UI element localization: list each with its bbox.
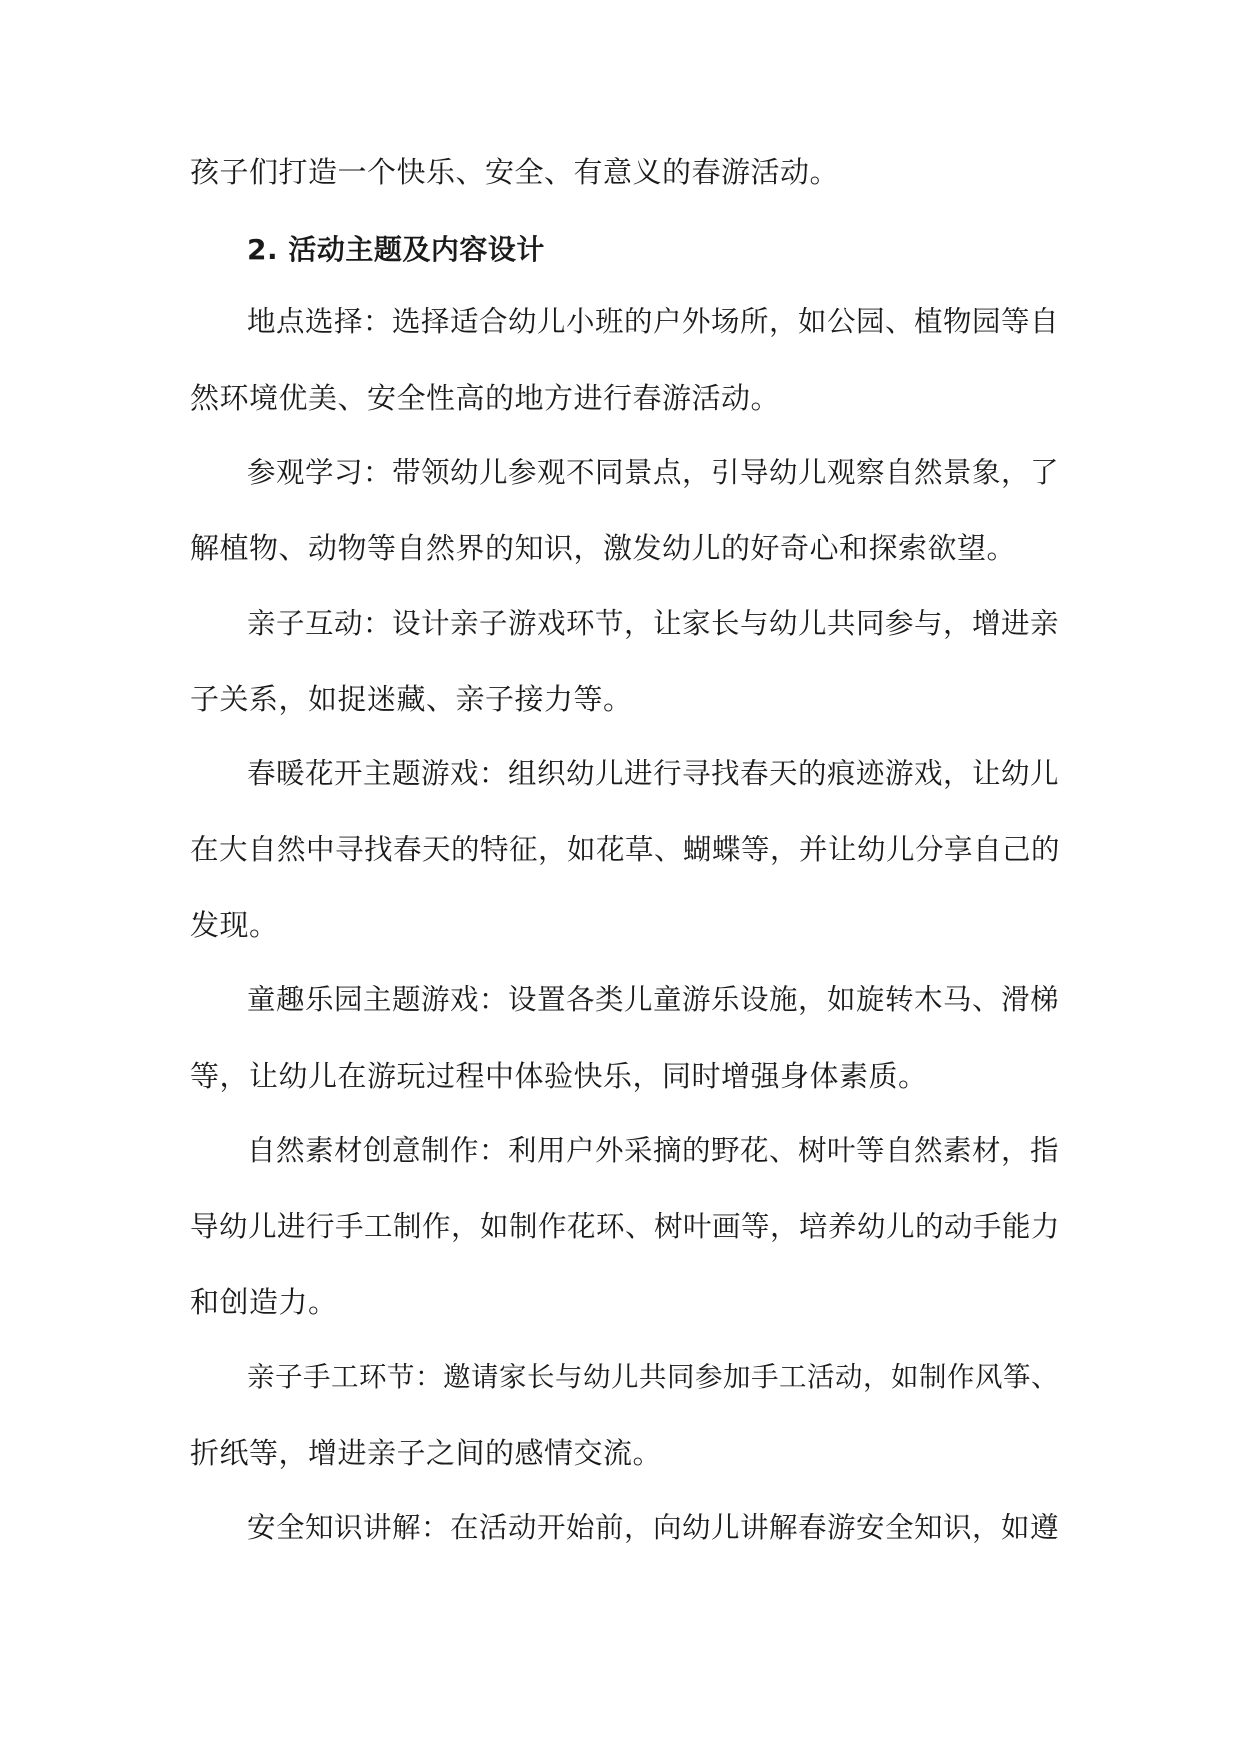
paragraph-line: 子关系，如捉迷藏、亲子接力等。: [190, 682, 633, 716]
paragraph-line: 发现。: [190, 908, 279, 942]
paragraph-line: 在大自然中寻找春天的特征，如花草、蝴蝶等，并让幼儿分享自己的: [190, 833, 1061, 866]
section-heading: 2. 活动主题及内容设计: [247, 233, 545, 266]
paragraph-line: 春暖花开主题游戏：组织幼儿进行寻找春天的痕迹游戏，让幼儿: [247, 757, 1060, 790]
paragraph-line: 参观学习：带领幼儿参观不同景点，引导幼儿观察自然景象，了: [247, 456, 1060, 489]
paragraph-line: 童趣乐园主题游戏：设置各类儿童游乐设施，如旋转木马、滑梯: [247, 983, 1060, 1016]
paragraph-line: 和创造力。: [190, 1285, 338, 1319]
paragraph-line: 等，让幼儿在游玩过程中体验快乐，同时增强身体素质。: [190, 1059, 928, 1093]
paragraph-line: 然环境优美、安全性高的地方进行春游活动。: [190, 381, 781, 415]
paragraph-line: 自然素材创意制作：利用户外采摘的野花、树叶等自然素材，指: [247, 1134, 1060, 1167]
paragraph-line: 安全知识讲解：在活动开始前，向幼儿讲解春游安全知识，如遵: [247, 1511, 1060, 1544]
paragraph-line: 孩子们打造一个快乐、安全、有意义的春游活动。: [190, 155, 840, 189]
paragraph-line: 解植物、动物等自然界的知识，激发幼儿的好奇心和探索欲望。: [190, 531, 1017, 565]
paragraph-line: 地点选择：选择适合幼儿小班的户外场所，如公园、植物园等自: [247, 305, 1060, 338]
paragraph-line: 亲子互动：设计亲子游戏环节，让家长与幼儿共同参与，增进亲: [247, 607, 1060, 640]
paragraph-line: 亲子手工环节：邀请家长与幼儿共同参加手工活动，如制作风筝、: [247, 1361, 1059, 1393]
paragraph-line: 导幼儿进行手工制作，如制作花环、树叶画等，培养幼儿的动手能力: [190, 1210, 1061, 1243]
paragraph-line: 折纸等，增进亲子之间的感情交流。: [190, 1436, 663, 1470]
